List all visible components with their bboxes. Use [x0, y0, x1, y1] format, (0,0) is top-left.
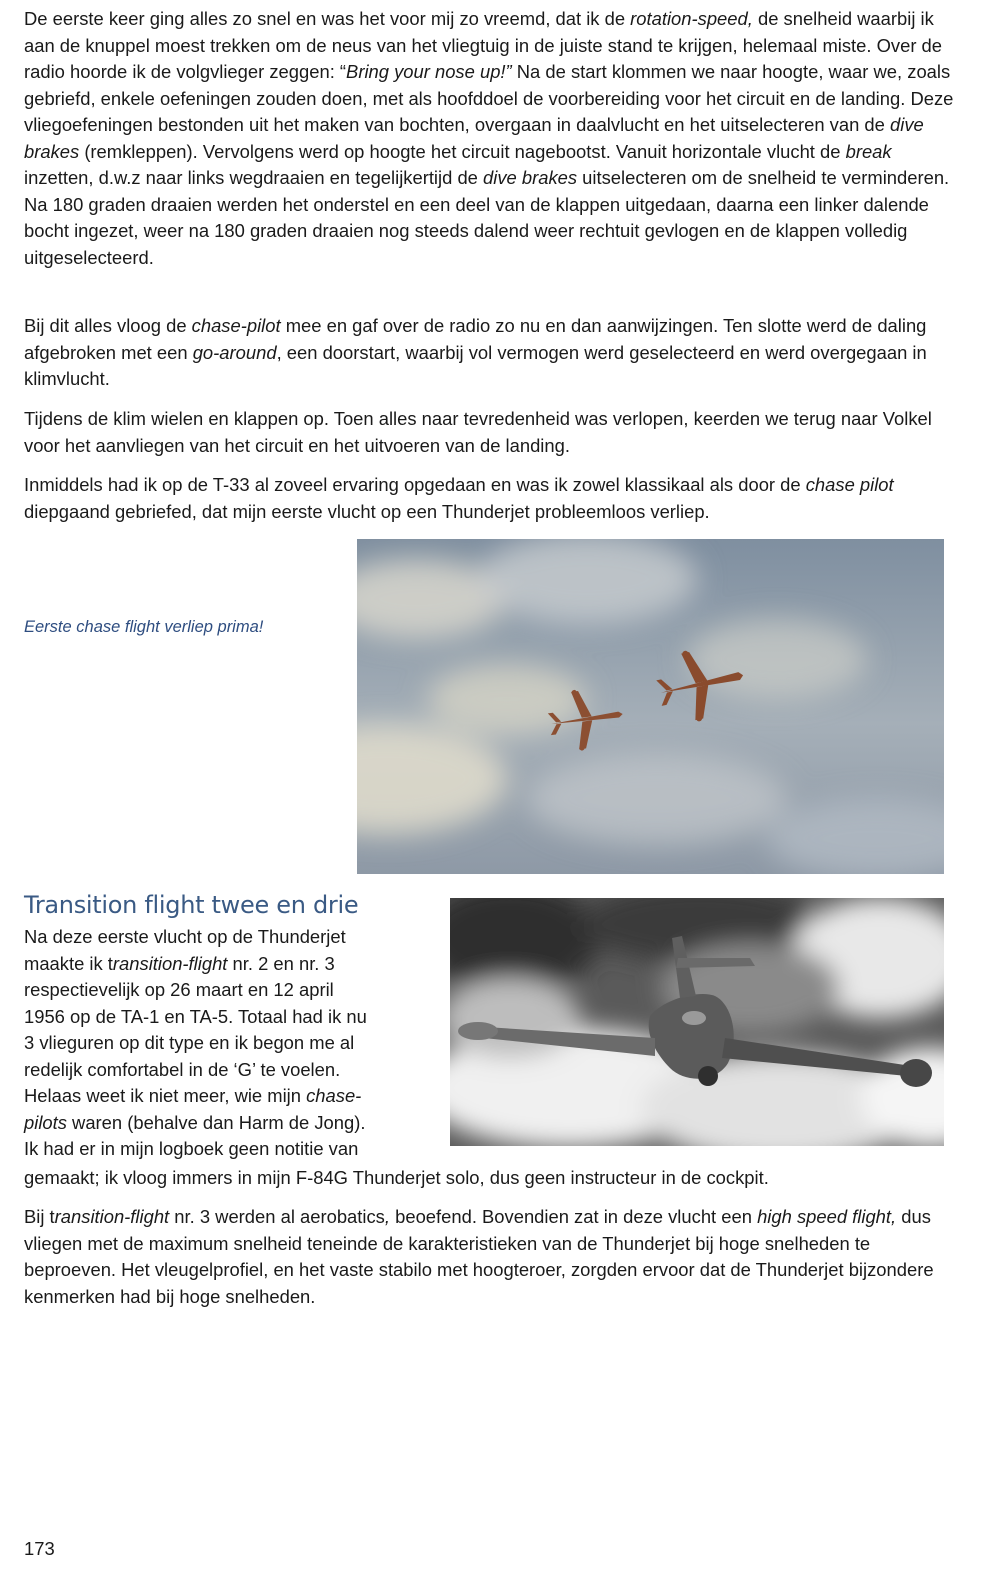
paragraph-chase-pilot: Bij dit alles vloog de chase-pilot mee en gaf over de radio zo nu en dan aanwijzingen. Ten slotte werd de daling afgebroken met een go-around, een doorstart, waarbij vol vermogen werd geselecteerd en werd overgegaan in klimvlucht.: [24, 315, 927, 389]
photo-caption: Eerste chase flight verliep prima!: [24, 618, 264, 636]
paragraph-climb: Tijdens de klim wielen en klappen op. Toen alles naar tevredenheid was verlopen, keerden we terug naar Volkel voor het aanvliegen van het circuit en het uitvoeren van de landing.: [24, 408, 932, 456]
page-number: 173: [24, 1538, 55, 1559]
paragraph-high-speed: Bij transition-flight nr. 3 werden al aerobatics, beoefend. Bovendien zat in deze vlucht een high speed flight, dus vliegen met de maximum snelheid teneinde de karakteristieken van de Thunderjet bij hoge snelheden te beproeven. Het vleugelprofiel, en het vaste stabilo met hoogteroer, zorgden ervoor dat de Thunderjet bijzondere kenmerken had bij hoge snelheden.: [24, 1206, 934, 1307]
photo-chase-flight-image: [357, 539, 944, 874]
photo-thunderjet: [450, 898, 944, 1146]
paragraph-experience: Inmiddels had ik op de T-33 al zoveel ervaring opgedaan en was ik zowel klassikaal als door de chase pilot diepgaand gebriefed, dat mijn eerste vlucht op een Thunderjet probleemloos verliep.: [24, 474, 894, 522]
photo-thunderjet-image: [450, 898, 944, 1146]
section-heading: Transition flight twee en drie: [24, 891, 359, 919]
paragraph-transition-flights: Na deze eerste vlucht op de Thunderjet maakte ik transition-flight nr. 2 en nr. 3 respectievelijk op 26 maart en 12 april 1956 op de TA-1 en TA-5. Totaal had ik nu 3 vlieguren op dit type en ik begon me al redelijk comfortabel in de ‘G’ te voelen. Helaas weet ik niet meer, wie mijn chase- pilots waren (behalve dan Harm de Jong). Ik had er in mijn logboek geen notitie van: [24, 926, 367, 1159]
photo-chase-flight: [357, 539, 944, 874]
paragraph-logbook: gemaakt; ik vloog immers in mijn F-84G Thunderjet solo, dus geen instructeur in de cockpit.: [24, 1167, 769, 1188]
paragraph-first-flight: De eerste keer ging alles zo snel en was het voor mij zo vreemd, dat ik de rotation-speed, de snelheid waarbij ik aan de knuppel moest trekken om de neus van het vliegtuig in de juiste stand te krijgen, helemaal miste. Over de radio hoorde ik de volgvlieger zeggen: “Bring your nose up!” Na de start klommen we naar hoogte, waar we, zoals gebriefd, enkele oefeningen zouden doen, met als hoofddoel de voorbereiding voor het circuit en de landing. Deze vliegoefeningen bestonden uit het maken van bochten, overgaan in daalvlucht en het uitselecteren van de dive brakes (remkleppen). Vervolgens werd op hoogte het circuit nagebootst. Vanuit horizontale vlucht de break inzetten, d.w.z naar links wegdraaien en tegelijkertijd de dive brakes uitselecteren om de snelheid te verminderen. Na 180 graden draaien werden het onderstel en een deel van de klappen uitgedaan, daarna een linker dalende bocht ingezet, weer na 180 graden draaien nog steeds dalend weer rechtuit gevlogen en de klappen volledig uitgeselecteerd.: [24, 8, 954, 268]
